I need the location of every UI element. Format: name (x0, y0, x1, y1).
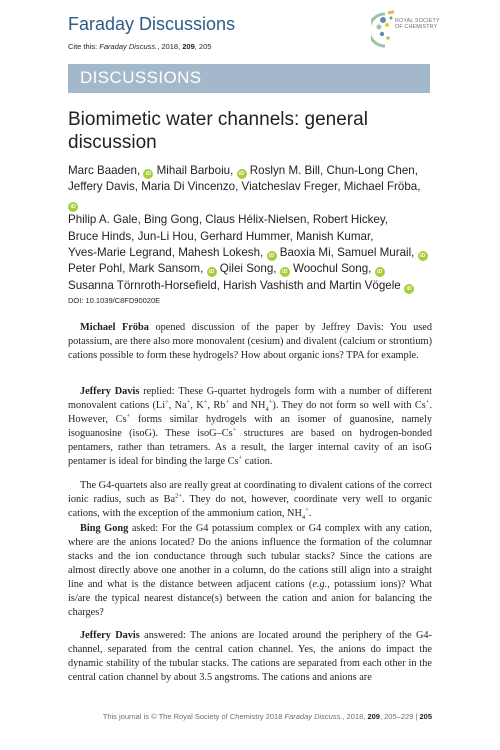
orcid-icon[interactable]: iD (280, 267, 290, 277)
paragraph-text: structures are based on hydrogen-bonded pentamers, rather than tetramers. As a result, the larger internal cavity of an isoG pentamer is ideal for binding the large Cs (68, 428, 432, 467)
paragraph-text: . However, Cs (68, 400, 433, 425)
orcid-icon[interactable]: iD (68, 202, 78, 212)
author-text: Mihail Barboiu, (153, 164, 234, 177)
superscript: 2+ (175, 492, 182, 500)
orcid-icon[interactable]: iD (207, 267, 217, 277)
logo-text: ROYAL SOCIETY OF CHEMISTRY (395, 18, 440, 31)
author-line-1 (68, 163, 433, 179)
paragraph-5 (68, 629, 432, 685)
author-line-3 (68, 212, 433, 228)
doi-link[interactable]: DOI: 10.1039/C8FD90020E (68, 296, 161, 305)
author-text: Qilei Song, (216, 262, 277, 276)
footer-separator: | (415, 712, 418, 721)
journal-title: Faraday Discussions (68, 14, 236, 34)
footer-volume: 209 (367, 712, 380, 721)
cite-prefix: Cite this: (68, 42, 98, 51)
cite-year: , 2018, (157, 42, 181, 51)
author-text: Yves-Marie Legrand, Mahesh Lokesh, (68, 246, 264, 260)
author-line-2 (68, 179, 433, 212)
orcid-icon[interactable]: iD (418, 251, 428, 261)
cite-journal: Faraday Discuss. (99, 42, 158, 51)
banner-label: DISCUSSIONS (80, 68, 202, 87)
paragraph-text: . They do not, however, coordinate very well to organic cations, with the exception of the ammonium cation, NH (68, 494, 432, 519)
paragraph-text: replied: These G-quartet hydrogels form with a number of different monovalent cations (Li (68, 386, 432, 411)
footer-year: , 2018, (342, 712, 366, 721)
orcid-icon[interactable]: iD (267, 251, 277, 261)
orcid-icon[interactable]: iD (404, 284, 414, 294)
paragraph-text: , Na (168, 400, 187, 411)
paragraph-text: The G4-quartets also are really great at coordinating to divalent cations of the correct ionic radius, such as Ba (68, 480, 432, 505)
author-line-7 (68, 278, 433, 294)
paragraph-text: asked: For the G4 potassium complex or G4 complex with any cation, where are the anions located? Do the anions influence the formation of the columnar stacks and the ion conductance through such tubular stacks? Since the cations are almost directly above one another in a column, do the cations still align into a straight line and what is the distance between adjacent cations ( (68, 523, 433, 590)
speaker-name: Michael Fröba (80, 322, 149, 333)
author-line-6 (68, 261, 433, 277)
superscript: + (186, 398, 191, 406)
superscript: + (268, 398, 273, 406)
orcid-icon[interactable]: iD (375, 267, 385, 277)
superscript: + (225, 398, 230, 406)
superscript: + (203, 398, 208, 406)
author-text: Philip A. Gale, Bing Gong, Claus Hélix-Nielsen, Robert Hickey, (68, 213, 389, 227)
paragraph-text: , potassium ions)? What is/are the typical nearest distance(s) between the cation and anion for balancing the charges? (68, 579, 432, 618)
citation (68, 42, 211, 51)
paragraph-text: answered: The anions are located around the periphery of the G4-channel, separated from the central cation channel. Yes, the anions do impact the dynamic stability of the tubular stacks. The cations are separated from each other in the central cation channel by about 3.5 angstroms. The cations and anions are (68, 630, 433, 683)
subscript: 4 (265, 406, 269, 414)
author-text: Baoxia Mi, Samuel Murail, (276, 246, 415, 260)
cite-volume: 209 (182, 42, 195, 51)
section-banner (68, 64, 430, 93)
superscript: + (425, 398, 430, 406)
paragraph-text: and NH (229, 400, 266, 411)
author-text: Peter Pohl, Mark Sansom, (68, 262, 204, 276)
superscript: + (165, 398, 169, 406)
gong-paragraph (68, 522, 432, 620)
author-text: Susanna Törnroth-Horsefield, Harish Vashisth and Martin Vögele (68, 278, 401, 292)
author-text: Bruce Hinds, Jun-Li Hou, Gerhard Hummer, Manish Kumar, (68, 229, 374, 243)
footer-range: , 205–229 (379, 712, 414, 721)
paragraph-text: e.g. (312, 579, 328, 590)
superscript: + (238, 454, 243, 462)
paragraph-1 (68, 321, 432, 363)
paragraph-text: , K (190, 400, 204, 411)
author-text: Woochul Song, (289, 262, 372, 276)
paragraph-text: forms similar hydrogels with an isomer of guanosine, namely isoguanosine (isoG). These isoG–Cs (68, 414, 432, 439)
page-number: 205 (419, 712, 432, 721)
orcid-icon[interactable]: iD (143, 169, 153, 179)
footer-prefix: This journal is © The Royal Society of Chemistry 2018 (102, 712, 283, 721)
author-line-4 (68, 229, 433, 245)
speaker-name: Jeffery Davis (80, 386, 140, 397)
author-line-5 (68, 245, 433, 261)
speaker-name: Bing Gong (80, 523, 129, 534)
superscript: + (126, 412, 131, 420)
page-footer (68, 712, 432, 721)
author-text: Jeffery Davis, Maria Di Vincenzo, Viatcheslav Freger, Michael Fröba, (68, 180, 421, 194)
speaker-name: Jeffery Davis (80, 630, 140, 641)
cite-page: , 205 (194, 42, 212, 51)
footer-journal: Faraday Discuss. (284, 712, 343, 721)
article-title: Biomimetic water channels: general discussion (68, 109, 368, 153)
orcid-icon[interactable]: iD (237, 169, 247, 179)
paragraph-text: opened discussion of the paper by Jeffrey Davis: You used potassium, are there also more monovalent (cesium) and divalent (calcium or strontium) cations possible to form these hydrogels? How about organic ions? TPA for example. (68, 322, 432, 361)
paragraph-2 (68, 385, 432, 521)
superscript: + (305, 506, 309, 514)
superscript: + (232, 426, 237, 434)
subscript: 4 (301, 514, 306, 522)
paragraph-text: cation. (242, 456, 273, 467)
author-text: Roslyn M. Bill, Chun-Long Chen, (246, 164, 418, 177)
author-text: Marc Baaden, (68, 164, 141, 177)
paragraph-text: ). They do not form so well with Cs (272, 400, 426, 411)
paragraph-text: , Rb (207, 400, 226, 411)
author-list (68, 163, 433, 294)
paragraph-text: . (308, 508, 312, 519)
